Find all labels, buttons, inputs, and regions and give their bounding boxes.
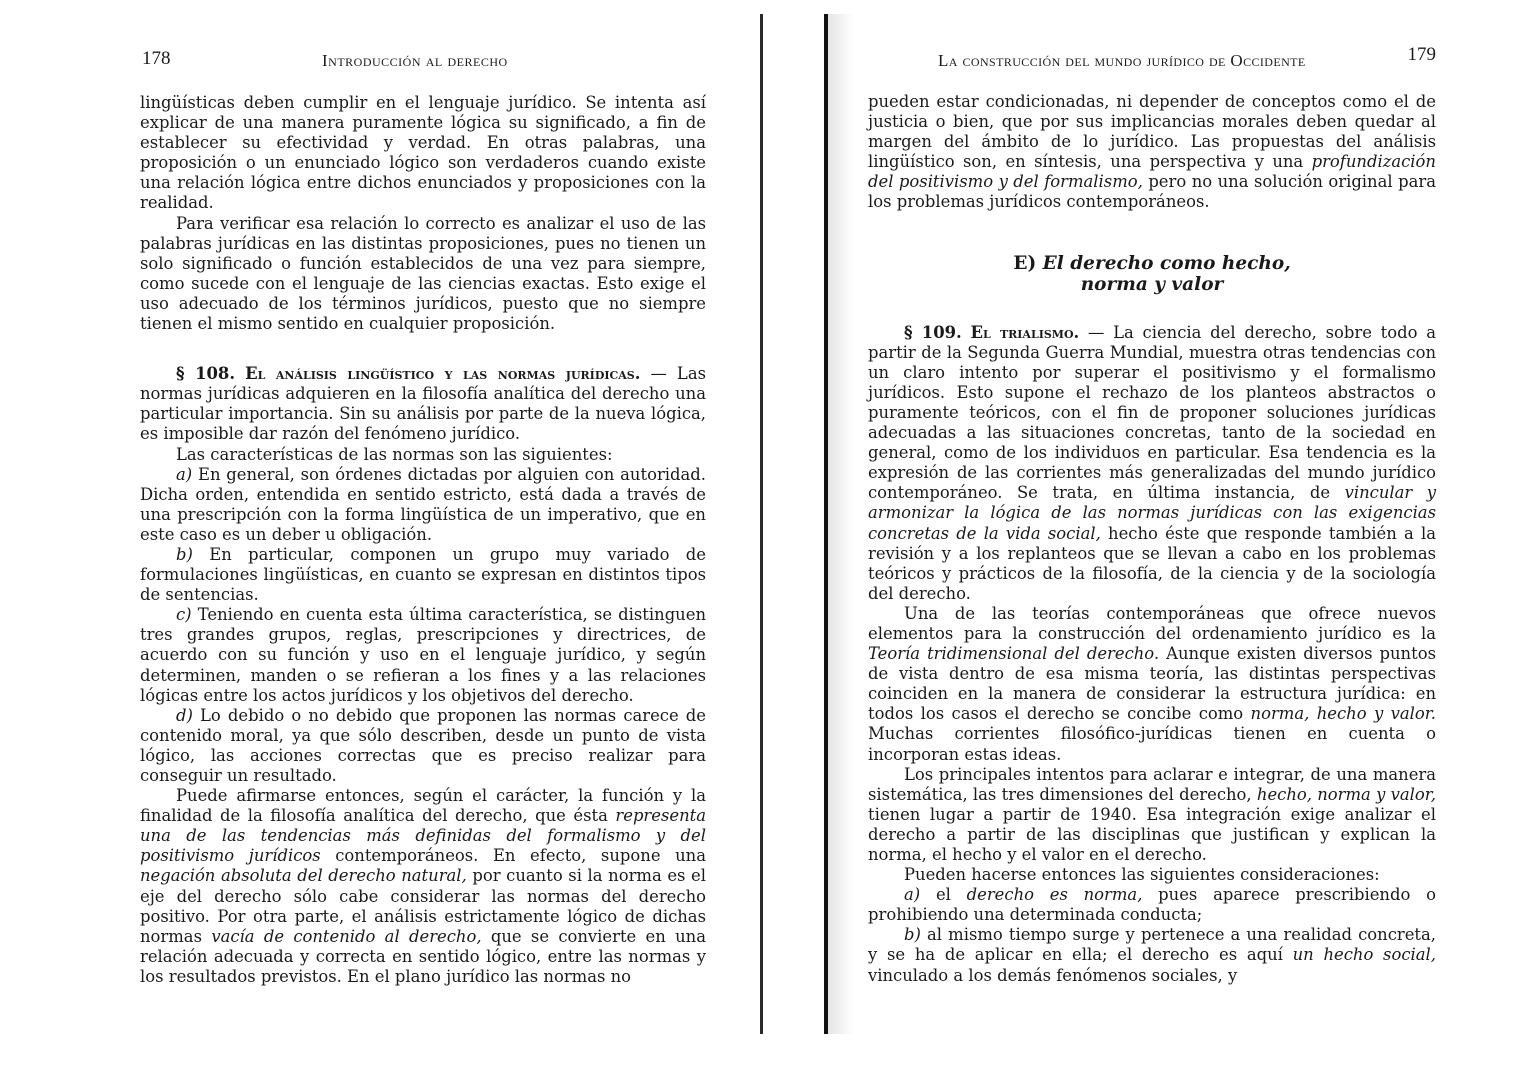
paragraph <box>140 786 706 987</box>
text-run: que se convierte en una relación adecuada y correcta en sentido lógico, entre las normas y los resultados previstos. En el plano jurídico las normas no <box>140 926 706 986</box>
list-text: En general, son órdenes dictadas por alguien con autoridad. Dicha orden, entendida en sentido estricto, está dada a través de una prescripción con la forma lingüística de un imperativo, que en este caso es un deber u obligación. <box>140 464 706 544</box>
text-run: pues aparece prescribiendo o prohibiendo una determinada conducta; <box>868 885 1436 925</box>
text-run: Muchas corrientes filosófico-jurídicas tienen en cuenta o incorporan estas ideas. <box>868 724 1436 764</box>
list-item-b <box>140 545 706 605</box>
paragraph: Para verificar esa relación lo correcto es analizar el uso de las palabras jurídicas en las distintas proposiciones, pues no tienen un solo significado o función establecidos de una vez para siempre, como sucede con el lenguaje de las ciencias exactas. Esto exige el uso adecuado de los términos jurídicos, puesto que no siempre tienen el mismo sentido en cualquier proposición. <box>140 213 706 334</box>
section-title-E <box>868 253 1436 295</box>
section-number: § 108. <box>176 364 236 384</box>
text-run: contemporáneos. En efecto, supone una <box>335 846 706 866</box>
text-run: vinculado a los demás fenómenos sociales, y <box>868 965 1238 985</box>
page-number: 179 <box>1407 44 1436 65</box>
list-label: a) <box>176 464 193 484</box>
section-title-line: norma y valor <box>1080 273 1224 295</box>
section-108 <box>140 364 706 444</box>
section-text: — Las normas jurídicas adquieren en la filosofía analítica del derecho una particular importancia. Sin su análisis por parte de la nueva lógica, es imposible dar razón del fenómeno jurídico. <box>140 364 706 444</box>
running-head-title: La construcción del mundo jurídico de Occidente <box>938 51 1306 70</box>
text-run: al mismo tiempo surge y pertenece a una realidad concreta, y se ha de aplicar en ella; el derecho es aquí <box>868 925 1436 965</box>
paragraph: Pueden hacerse entonces las siguientes consideraciones: <box>904 865 1380 885</box>
italic-run: hecho, norma y valor, <box>1256 784 1436 804</box>
list-label: d) <box>176 705 193 725</box>
italic-run: representa una de las tendencias más definidas del formalismo y del positivismo jurídicos <box>140 806 706 866</box>
paragraph: Las características de las normas son las siguientes: <box>176 444 613 464</box>
list-label: c) <box>176 605 192 625</box>
text-run: Una de las teorías contemporáneas que ofrece nuevos elementos para la construcción del ordenamiento jurídico es la <box>868 603 1436 643</box>
paragraph <box>868 92 1436 213</box>
text-run: Aunque existen diversos puntos de vista dentro de esa misma teoría, las distintas perspectivas coinciden en la manera de considerar la estructura jurídica: en todos los casos el derecho se concibe como <box>868 644 1436 724</box>
paragraph <box>868 604 1436 765</box>
italic-run: vacía de contenido al derecho, <box>211 926 482 946</box>
list-item-a <box>140 465 706 545</box>
page-number: 178 <box>142 48 171 69</box>
list-label: b) <box>904 925 921 945</box>
right-body <box>868 92 1436 986</box>
italic-run: negación absoluta del derecho natural, <box>140 866 467 886</box>
running-head-title: Introducción al derecho <box>322 51 508 70</box>
left-running-head <box>140 48 706 72</box>
list-label: b) <box>176 544 193 564</box>
list-label: a) <box>904 885 921 905</box>
section-title-line: El derecho como hecho, <box>1042 252 1291 274</box>
list-item-c <box>140 605 706 705</box>
section-letter: E) <box>1013 252 1037 274</box>
text-run: Los principales intentos para aclarar e integrar, de una manera sistemática, las tres dimensiones del derecho, <box>868 764 1436 804</box>
text-run: por cuanto si la norma es el eje del derecho sólo cabe considerar las normas del derecho positivo. Por otra parte, el análisis estrictamente lógico de dichas normas <box>140 866 706 946</box>
list-item-b <box>868 925 1436 985</box>
text-run: pero no una solución original para los problemas jurídicos contemporáneos. <box>868 172 1436 212</box>
italic-run: profundización del positivismo y del formalismo, <box>868 152 1436 192</box>
text-run: Puede afirmarse entonces, según el carácter, la función y la finalidad de la filosofía analítica del derecho, que ésta <box>140 786 706 826</box>
paragraph <box>868 765 1436 865</box>
section-number: § 109. <box>904 322 962 342</box>
text-run: tienen lugar a partir de 1940. Esa integración exige analizar el derecho a partir de las disciplinas que justifican y explican la norma, el hecho y el valor en el derecho. <box>868 804 1436 864</box>
italic-run: derecho es norma, <box>966 885 1143 905</box>
italic-run: norma, hecho y valor. <box>1250 704 1436 724</box>
gutter-shadow <box>828 14 854 1034</box>
gutter-edge-left <box>760 14 763 1034</box>
italic-run: un hecho social, <box>1292 945 1436 965</box>
text-run: — La ciencia del derecho, sobre todo a partir de la Segunda Guerra Mundial, muestra otras tendencias con un claro intento por superar el positivismo y el formalismo jurídicos. Esto supone el rechazo de los planteos abstractos o puramente teóricos, con el fin de proponer soluciones jurídicas adecuadas a las situaciones concretas, tanto de la sociedad en general, como de los individuos en particular. Esa tendencia es la expresión de las corrientes más generalizadas del mundo jurídico contemporáneo. Se trata, en última instancia, de <box>868 322 1436 503</box>
left-body <box>140 93 706 987</box>
section-heading: El análisis lingüístico y las normas jurídicas. <box>245 364 641 384</box>
text-run: pueden estar condicionadas, ni depender de conceptos como el de justicia o bien, que por sus implicancias morales deben quedar al margen del ámbito de lo jurídico. Las propuestas del análisis lingüístico son, en síntesis, una perspectiva y una <box>868 92 1436 172</box>
paragraph: lingüísticas deben cumplir en el lenguaje jurídico. Se intenta así explicar de una manera puramente lógica su significado, a fin de establecer su efectividad y verdad. En otras palabras, una proposición o un enunciado lógico son verdaderos cuando existe una relación lógica entre dichos enunciados y proposiciones con la realidad. <box>140 93 706 213</box>
list-text: Teniendo en cuenta esta última característica, se distinguen tres grandes grupos, reglas, prescripciones y directrices, de acuerdo con su función y uso en el lenguaje jurídico, y según determinen, manden o se refieran a los fines y a las relaciones lógicas entre los actos jurídicos y los objetivos del derecho. <box>140 605 706 705</box>
text-run: el <box>935 885 951 905</box>
right-running-head <box>868 44 1436 72</box>
italic-run: Teoría tridimensional del derecho. <box>868 644 1160 664</box>
list-item-d <box>140 706 706 786</box>
list-item-a <box>868 885 1436 925</box>
section-heading: El trialismo. <box>970 322 1080 342</box>
list-text: Lo debido o no debido que proponen las normas carece de contenido moral, ya que sólo describen, desde un punto de vista lógico, las acciones correctas que es preciso realizar para conseguir un resultado. <box>140 705 706 785</box>
list-text: En particular, componen un grupo muy variado de formulaciones lingüísticas, en cuanto se expresan en distintos tipos de sentencias. <box>140 544 706 605</box>
text-run: hecho éste que responde también a la revisión y a los replanteos que se llevan a cabo en los problemas teóricos y prácticos de la filosofía, de la ciencia y de la sociología del derecho. <box>868 523 1437 603</box>
section-109 <box>868 323 1436 604</box>
italic-run: vincular y armonizar la lógica de las normas jurídicas con las exigencias concretas de la vida social, <box>868 483 1436 543</box>
